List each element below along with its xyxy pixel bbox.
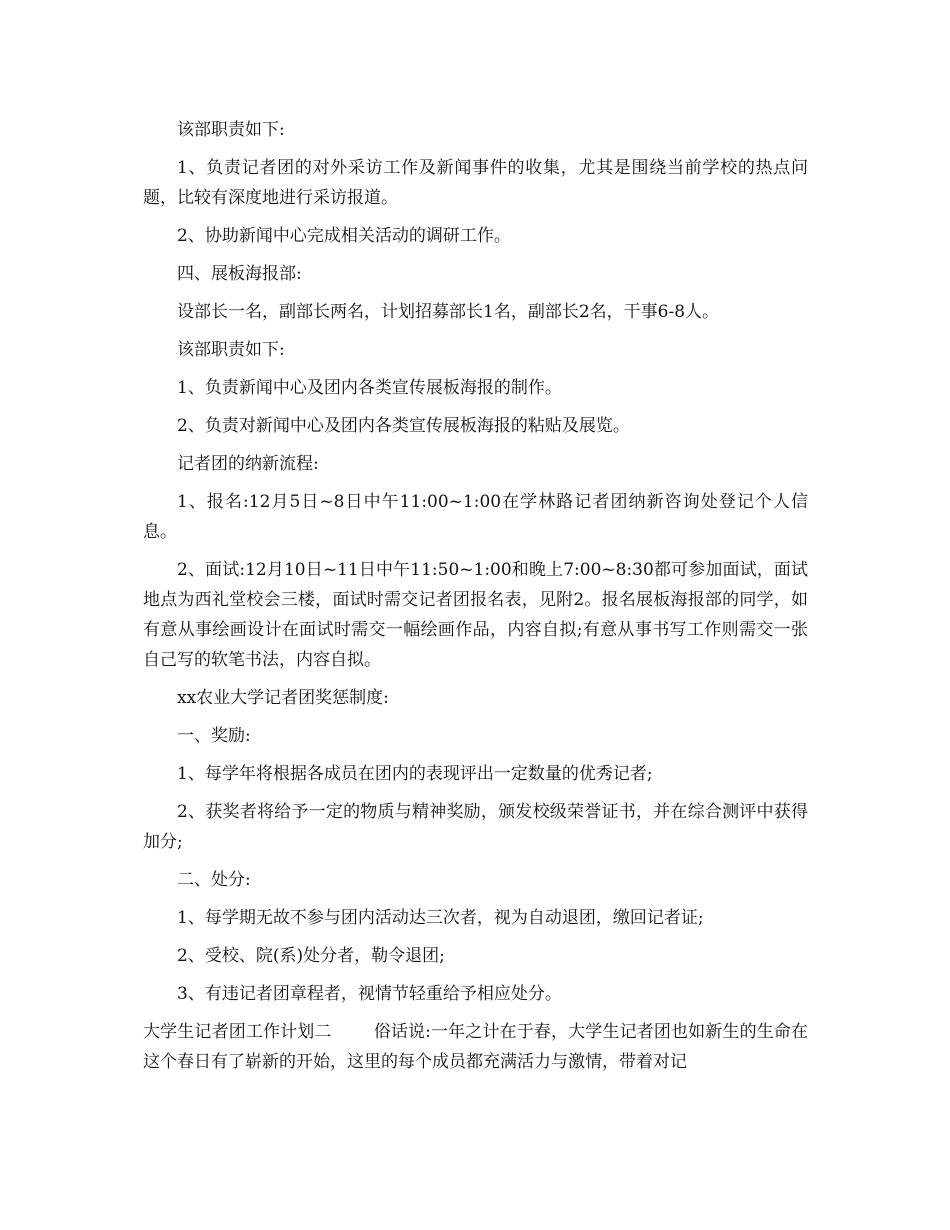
- paragraph: 该部职责如下:: [177, 340, 285, 360]
- paragraph: 2、协助新闻中心完成相关活动的调研工作。: [177, 226, 511, 246]
- section-heading: 二、处分:: [177, 870, 251, 890]
- section-heading: 四、展板海报部:: [177, 264, 302, 284]
- paragraph: 1、负责记者团的对外采访工作及新闻事件的收集，尤其是围绕当前学校的热点问题，比较有深度地进行采访报道。: [143, 158, 808, 208]
- paragraph: 1、每学期无故不参与团内活动达三次者，视为自动退团，缴回记者证;: [177, 908, 704, 928]
- paragraph: 3、有违记者团章程者，视情节轻重给予相应处分。: [177, 984, 562, 1004]
- document-body: [143, 115, 808, 1085]
- section-heading: 记者团的纳新流程:: [177, 454, 319, 474]
- paragraph: 2、面试:12月10日~11日中午11:50~1:00和晚上7:00~8:30都可参加面试，面试地点为西礼堂校会三楼，面试时需交记者团报名表，见附2。报名展板海报部的同学，如有意从事绘画设计在面试时需交一幅绘画作品，内容自拟;有意从事书写工作则需交一张自己写的软笔书法，内容自拟。: [143, 560, 808, 670]
- paragraph: 1、负责新闻中心及团内各类宣传展板海报的制作。: [177, 378, 562, 398]
- plan-heading: 大学生记者团工作计划二: [143, 1022, 332, 1042]
- paragraph: 1、每学年将根据各成员在团内的表现评出一定数量的优秀记者;: [177, 764, 653, 784]
- paragraph: 设部长一名，副部长两名，计划招募部长1名，副部长2名，干事6-8人。: [177, 302, 720, 322]
- paragraph: 2、受校、院(系)处分者，勒令退团;: [177, 946, 445, 966]
- plan-intro-text: 俗话说:一年之计在于春，大学生记者团也如新生的生命在这个春日有了崭新的开始，这里的每个成员都充满活力与激情，带着对记: [143, 1022, 809, 1072]
- closing-paragraph: [143, 1017, 808, 1077]
- paragraph: 2、获奖者将给予一定的物质与精神奖励，颁发校级荣誉证书，并在综合测评中获得加分;: [143, 802, 808, 852]
- section-heading: xx农业大学记者团奖惩制度:: [177, 688, 389, 708]
- paragraph: 1、报名:12月5日~8日中午11:00~1:00在学林路记者团纳新咨询处登记个人信息。: [143, 492, 808, 542]
- paragraph: 该部职责如下:: [177, 120, 285, 140]
- section-heading: 一、奖励:: [177, 726, 251, 746]
- paragraph: 2、负责对新闻中心及团内各类宣传展板海报的粘贴及展览。: [177, 416, 630, 436]
